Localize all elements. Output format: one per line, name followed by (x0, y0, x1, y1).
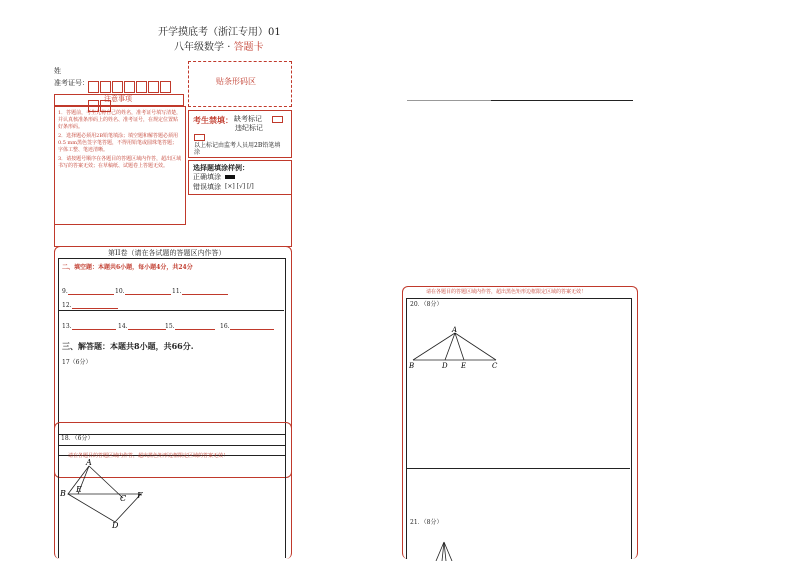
exam-no-label: 准考证号： (54, 79, 89, 87)
notice-heading: 注意事项 (104, 95, 132, 103)
blank-14[interactable]: 14. (118, 321, 166, 330)
blank-11[interactable]: 11. (172, 286, 228, 295)
absent-mark-box[interactable] (272, 116, 283, 123)
q21-figure (432, 540, 456, 561)
blank-13[interactable]: 13. (62, 321, 116, 330)
absent-mark-label: 缺考标记 (234, 115, 262, 123)
q20-label: 20．（8分） (410, 301, 443, 308)
exam-no-boxes[interactable] (88, 78, 182, 90)
blank-9[interactable]: 9. (62, 286, 114, 295)
correct-fill-sample (225, 175, 235, 179)
name-label: 姓 (54, 67, 61, 75)
label-C: C (120, 494, 127, 503)
label-E: E (461, 362, 467, 370)
blank-16[interactable]: 16. (220, 321, 274, 330)
part2-heading: 第II卷（请在各试题的答题区内作答） (108, 249, 226, 257)
info-frame (54, 194, 292, 247)
violation-mark-label: 违纪标记 (235, 124, 263, 132)
q17-label: 17（6分） (62, 359, 92, 366)
fill-divider (58, 310, 284, 311)
label-C: C (492, 362, 498, 370)
label-B: B (409, 362, 415, 370)
blank-12[interactable]: 12. (62, 300, 118, 309)
q18-warning: 请在各题目的答题区域内作答，超出黑色矩形边框限定区域的答案无效！ (68, 453, 229, 459)
wrong-fill-label: 错误填涂 (193, 183, 221, 191)
label-E: E (76, 485, 82, 494)
q18-figure-lines (68, 466, 141, 522)
top-rule-1 (407, 100, 491, 101)
label-D: D (112, 521, 119, 530)
label-F: F (137, 491, 143, 500)
subject-label: 八年级数学 (174, 42, 224, 53)
q21-label: 21．（8分） (410, 519, 443, 526)
q20-figure (406, 322, 506, 372)
subtitle-separator: · (227, 42, 231, 53)
forbidden-note: 以上标记由监考人员用2B铅笔填涂 (194, 142, 281, 156)
q18-label: 18．（6分） (61, 435, 94, 442)
fill-sample-label: 选择题填涂样例： (193, 163, 249, 172)
label-A: A (86, 458, 92, 467)
wrong-fill-samples: [×] [√] [/] (225, 183, 254, 190)
right-panel-warning: 请在各题目的答题区域内作答，超出黑色矩形边框限定区域的答案无效！ (426, 289, 587, 295)
q18-figure (58, 458, 158, 530)
barcode-label: 贴条形码区 (216, 77, 256, 86)
notice-item: 2．选择题必须用2B铅笔填涂；填空题和解答题必须用0.5 mm黑色签字笔答题，不得用铅笔或圆珠笔答题；字体工整、笔迹清晰。 (58, 133, 179, 153)
label-D: D (442, 362, 448, 370)
fill-section-title: 二、填空题：本题共6小题，每小题4分，共24分 (62, 264, 193, 271)
blank-15[interactable]: 15. (165, 321, 215, 330)
label-B: B (60, 489, 66, 498)
correct-fill-label: 正确填涂 (193, 173, 221, 181)
notice-item: 1．答题前，考生先将自己的姓名，准考证号填写清楚，并认真核准条形码上的姓名、准考证号，在规定位置贴好条形码。 (58, 110, 182, 130)
card-title: 开学摸底考（浙江专用）01 (158, 27, 281, 38)
solve-section-title: 三、解答题：本题共8小题，共66分. (62, 341, 194, 351)
label-A: A (452, 326, 458, 334)
notice-item: 3．请按题号顺序在各题目的答题区域内作答，超出区域书写的答案无效；在草稿纸、试题卷上答题无效。 (58, 156, 182, 169)
card-subtitle (174, 43, 264, 53)
violation-mark-box[interactable] (194, 134, 205, 141)
notice-list (58, 110, 182, 170)
answer-card-label: 答题卡 (233, 42, 264, 53)
top-rule-2 (491, 100, 633, 101)
forbidden-label: 考生禁填： (193, 115, 233, 125)
blank-10[interactable]: 10. (115, 286, 171, 295)
q20-q21-divider (406, 468, 630, 469)
